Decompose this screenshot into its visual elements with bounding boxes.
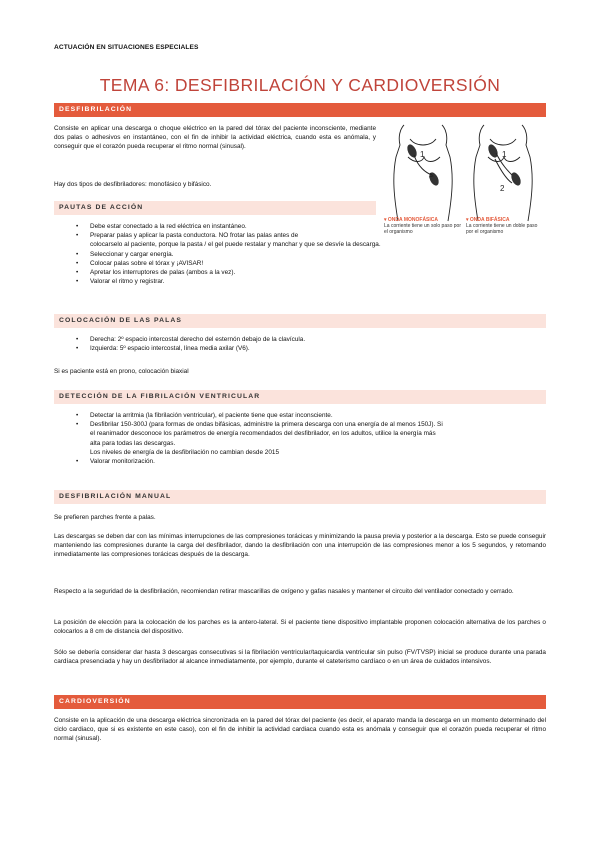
manual-p5: Sólo se debería considerar dar hasta 3 descargas consecutivas si la fibrilación ventricular/taquicardia ventricular sin pulso (FV/TVSP) inicial se produce durante una parada cardíaca presenciada y hay un desfibrilador al alcance inmediatamente, por ejemplo, durante el cateterismo cardíaco o en un área de cuidados intensivos. bbox=[54, 649, 546, 666]
torso-illustration bbox=[382, 117, 546, 225]
list-item: • Derecha: 2º espacio intercostal derecho del esternón debajo de la clavícula. bbox=[54, 335, 524, 344]
manual-p2: Las descargas se deben dar con las mínimas interrupciones de las compresiones torácicas y minimizando la pausa previa y posterior a la descarga. Esto se puede conseguir manteniendo las compresiones durante la carga del desfibrilador, dando la desfibrilación con una interrupción de las compresiones menor a los 5 segundos, y retomando inmediatamente las compresiones torácicas después de la descarga. bbox=[54, 533, 546, 559]
list-item: • Izquierda: 5º espacio intercostal, línea media axilar (V6). bbox=[54, 344, 524, 353]
figure-label-1: 1 bbox=[420, 150, 425, 159]
caption-bi-desc: La corriente tiene un doble paso por el organismo bbox=[466, 223, 538, 235]
figure-label-1b: 1 bbox=[502, 150, 507, 159]
cardioversion-text: Consiste en la aplicación de una descarga eléctrica sincronizada en la pared del tórax del paciente (es decir, el aparato manda la descarga en un momento determinado del ciclo cardiaco, que si es existente en este caso), con el fin de inhibir la actividad cardiaca cuando esta es anómala y conseguir que el corazón pueda recuperar el ritmo normal (sinusal). bbox=[54, 717, 546, 743]
page-title: TEMA 6: DESFIBRILACIÓN Y CARDIOVERSIÓN bbox=[99, 75, 501, 95]
list-item: • Seleccionar y cargar energía. bbox=[54, 250, 524, 259]
manual-p4: La posición de elección para la colocación de los parches es la antero-lateral. Si el paciente tiene dispositivo implantable proponen colocación alternativa de los parches o colocarlos a 8 cm de distancia del dispositivo. bbox=[54, 619, 546, 636]
manual-p1: Se prefieren parches frente a palas. bbox=[54, 514, 156, 521]
caption-bi-title: ONDA BIFÁSICA bbox=[469, 217, 510, 223]
list-item: colocarselo al paciente, porque la pasta / el gel puede restalar y manchar y que se desvíe la descarga. bbox=[90, 241, 381, 249]
list-item: • Preparar palas y aplicar la pasta conductora. NO frotar las palas antes de bbox=[54, 231, 524, 240]
list-item: • Apretar los interruptores de palas (ambos a la vez). bbox=[54, 268, 524, 277]
deteccion-list bbox=[54, 411, 546, 466]
section-heading-manual: DESFIBRILACIÓN MANUAL bbox=[54, 490, 546, 504]
list-item: • Detectar la arritmia (la fibrilación ventricular), el paciente tiene que estar inconsciente. bbox=[54, 411, 546, 420]
list-item: • Valorar el ritmo y registrar. bbox=[54, 277, 524, 286]
caption-mono-desc: La corriente tiene un solo paso por el organismo bbox=[384, 223, 461, 235]
section-heading-cardioversion: CARDIOVERSIÓN bbox=[54, 695, 546, 709]
page-header: ACTUACIÓN EN SITUACIONES ESPECIALES bbox=[54, 44, 199, 51]
section-heading-desfibrilacion: DESFIBRILACIÓN bbox=[54, 103, 546, 117]
list-item: • Valorar monitorización. bbox=[54, 457, 546, 466]
palas-list bbox=[54, 335, 524, 353]
list-item: • Desfibrilar 150-300J (para formas de ondas bifásicas, administre la primera descarga con una energía de al menos 150J). Si bbox=[54, 420, 546, 429]
pautas-list bbox=[54, 222, 524, 286]
caption-mono: ▾ ONDA MONOFÁSICA La corriente tiene un solo paso por el organismo bbox=[384, 217, 461, 235]
palas-note: Si es paciente está en prono, colocación biaxial bbox=[54, 368, 189, 375]
list-item: Los niveles de energía de la desfibrilación no cambian desde 2015 bbox=[90, 448, 280, 456]
list-item: el reanimador desconoce los parámetros de energía recomendados del desfibrilador, en los adultos, utilice la energía más bbox=[90, 430, 436, 438]
caption-bi: ▾ ONDA BIFÁSICA La corriente tiene un doble paso por el organismo bbox=[466, 217, 538, 235]
section-heading-pautas: PAUTAS DE ACCIÓN bbox=[54, 201, 376, 215]
manual-p3: Respecto a la seguridad de la desfibrilación, recomiendan retirar mascarillas de oxígeno y gafas nasales y mantener el circuito del ventilador conectado y cerrado. bbox=[54, 588, 514, 595]
list-item: • Colocar palas sobre el tórax y ¡AVISAR! bbox=[54, 259, 524, 268]
caption-mono-title: ONDA MONOFÁSICA bbox=[387, 217, 438, 223]
list-item: alta para todas las descargas. bbox=[90, 439, 176, 447]
desfibrilacion-tipos: Hay dos tipos de desfibriladores: monofásico y bifásico. bbox=[54, 181, 212, 188]
desfibrilacion-text: Consiste en aplicar una descarga o choque eléctrico en la pared del tórax del paciente inconsciente, mediante dos palas o adhesivos en instantáneo, con el fin de inhibir la actividad eléctrica, cuando esta es anómala, y conseguir que el corazón pueda recuperar el ritmo normal (sinusal). bbox=[54, 125, 376, 151]
list-item: • Debe estar conectado a la red eléctrica en instantáneo. bbox=[54, 222, 524, 231]
section-heading-deteccion: DETECCIÓN DE LA FIBRILACIÓN VENTRICULAR bbox=[54, 390, 546, 404]
section-heading-palas: COLOCACIÓN DE LAS PALAS bbox=[54, 314, 546, 328]
figure-label-2: 2 bbox=[500, 184, 505, 193]
